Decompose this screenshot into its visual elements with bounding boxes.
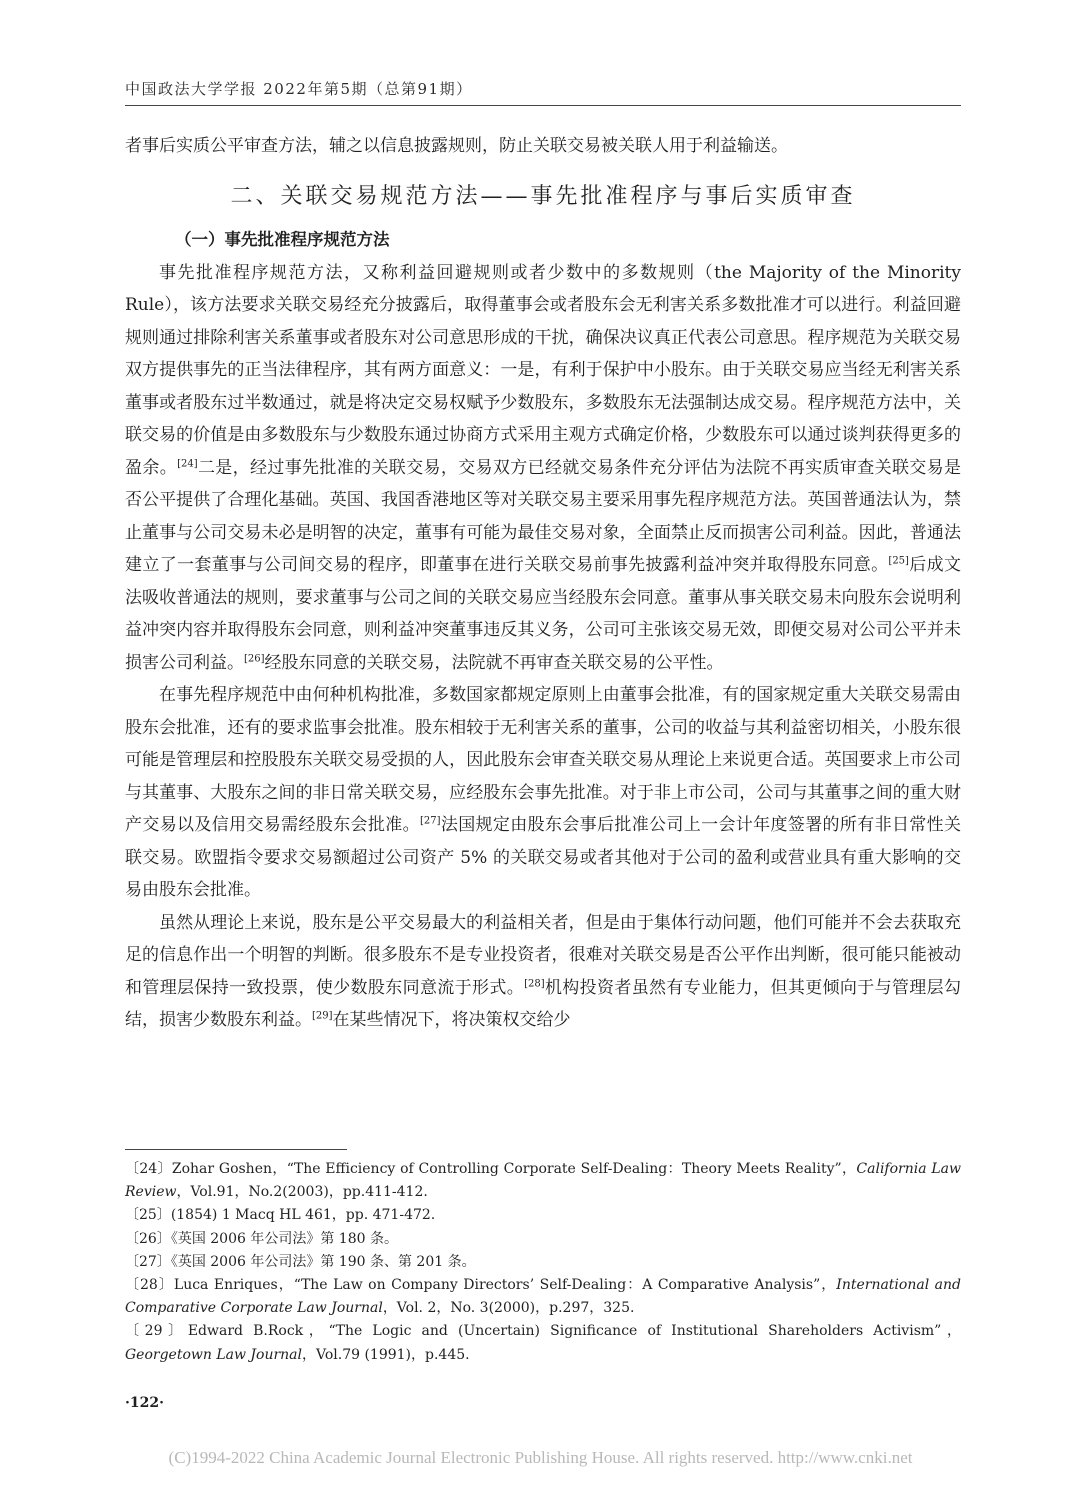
paragraph-text: 二是，经过事先批准的关联交易，交易双方已经就交易条件充分评估为法院不再实质审查关联交易是否公平提供了合理化基础。英国、我国香港地区等对关联交易主要采用事先程序规范方法。英国普通法认为，禁止董事与公司交易未必是明智的决定，董事有可能为最佳交易对象，全面禁止反而损害公司利益。因此，普通法建立了一套董事与公司间交易的程序，即董事在进行关联交易前事先披露利益冲突并取得股东同意。 [125, 457, 962, 575]
paragraph-text: 事先批准程序规范方法，又称利益回避规则或者少数中的多数规则（the Majority of the Minority Rule），该方法要求关联交易经充分披露后，取得董事会或者股东会无利害关系多数批准才可以进行。利益回避规则通过排除利害关系董事或者股东对公司意思形成的干扰，确保决议真正代表公司意思。程序规范为关联交易双方提供事先的正当法律程序，其有两方面意义：一是，有利于保护中小股东。由于关联交易应当经无利害关系董事或者股东过半数通过，就是将决定交易权赋予少数股东，多数股东无法强制达成交易。程序规范方法中，关联交易的价值是由多数股东与少数股东通过协商方式采用主观方式确定价格，少数股东可以通过谈判获得更多的盈余。 [125, 262, 961, 478]
footnote-journal: International and Comparative Corporate Law Journal [125, 1277, 961, 1317]
footnote-27: 〔27〕《英国 2006 年公司法》第 190 条、第 201 条。 [125, 1253, 476, 1270]
footnote-journal: Georgetown Law Journal [125, 1346, 303, 1363]
paragraph-2 [125, 679, 961, 907]
paragraph-1 [125, 257, 961, 680]
footnote-ref-29[interactable]: [29] [312, 1010, 333, 1022]
paragraph-text: 在某些情况下，将决策权交给少 [332, 1010, 571, 1030]
footnote-25: 〔25〕(1854) 1 Macq HL 461，pp. 471-472. [125, 1207, 436, 1224]
footnote-29 [125, 1320, 961, 1366]
article-body [125, 130, 961, 1037]
paragraph-continued: 者事后实质公平审查方法，辅之以信息披露规则，防止关联交易被关联人用于利益输送。 [125, 136, 788, 156]
paragraph-text: 虽然从理论上来说，股东是公平交易最大的利益相关者，但是由于集体行动问题，他们可能并不会去获取充足的信息作出一个明智的判断。很多股东不是专业投资者，很难对关联交易是否公平作出判断，很可能只能被动和管理层保持一致投票，使少数股东同意流于形式。 [125, 912, 961, 998]
copyright-notice: (C)1994-2022 China Academic Journal Electronic Publishing House. All rights reserved. http://www.cnki.net [168, 1448, 913, 1467]
footnote-text: ，Vol.91，No.2(2003)，pp.411-412. [176, 1184, 428, 1201]
running-head: 中国政法大学学报 2022年第5期（总第91期） [125, 80, 473, 98]
header-divider [125, 105, 961, 106]
footnotes [125, 1158, 961, 1367]
paragraph-text: 机构投资者虽然有专业能力，但其更倾向于与管理层勾结，损害少数股东利益。 [125, 977, 962, 1030]
footnote-text: 〔28〕Luca Enriques，“The Law on Company Directors’ Self-Dealing：A Comparative Analysis”， [125, 1277, 837, 1294]
footnote-text: 〔24〕Zohar Goshen，“The Efficiency of Controlling Corporate Self-Dealing：Theory Meets Reality”， [125, 1161, 857, 1177]
paragraph-3 [125, 907, 961, 1037]
paragraph-text: 在事先程序规范中由何种机构批准，多数国家都规定原则上由董事会批准，有的国家规定重大关联交易需由股东会批准，还有的要求监事会批准。股东相较于无利害关系的董事，公司的收益与其利益密切相关，小股东很可能是管理层和控股股东关联交易受损的人，因此股东会审查关联交易从理论上来说更合适。英国要求上市公司与其董事、大股东之间的非日常关联交易，应经股东会事先批准。对于非上市公司，公司与其董事之间的重大财产交易以及信用交易需经股东会批准。 [125, 685, 961, 835]
footnote-ref-25[interactable]: [25] [888, 555, 909, 567]
section-title: 二、关联交易规范方法——事先批准程序与事后实质审查 [230, 183, 856, 209]
footnote-26: 〔26〕《英国 2006 年公司法》第 180 条。 [125, 1230, 398, 1247]
footnote-text: 〔29〕Edward B.Rock，“The Logic and (Uncertain) Significance of Institutional Shareholders Activism”， [125, 1323, 961, 1340]
subsection-title: （一）事先批准程序规范方法 [175, 229, 390, 249]
footnote-24 [125, 1158, 961, 1204]
footnote-journal: California Law Review [125, 1161, 962, 1201]
footnote-ref-24[interactable]: [24] [177, 457, 198, 469]
footnote-divider [125, 1149, 347, 1150]
paragraph-text: 法国规定由股东会事后批准公司上一会计年度签署的所有非日常性关联交易。欧盟指令要求交易额超过公司资产 5% 的关联交易或者其他对于公司的盈利或营业具有重大影响的交易由股东会批准。 [125, 815, 962, 900]
footnote-ref-27[interactable]: [27] [419, 815, 441, 827]
footnote-ref-26[interactable]: [26] [244, 652, 265, 664]
paragraph-text: 经股东同意的关联交易，法院就不再审查关联交易的公平性。 [264, 652, 724, 673]
page-number: ·122· [125, 1395, 164, 1411]
footnote-28 [125, 1274, 961, 1320]
footnote-text: ，Vol. 2，No. 3(2000)，p.297，325. [382, 1300, 635, 1317]
paragraph-text: 后成文法吸收普通法的规则，要求董事与公司之间的关联交易应当经股东会同意。董事从事关联交易未向股东会说明利益冲突内容并取得股东会同意，则利益冲突董事违反其义务，公司可主张该交易无效，即便交易对公司公平并未损害公司利益。 [125, 555, 962, 673]
footnote-ref-28[interactable]: [28] [524, 977, 545, 989]
footnote-text: ，Vol.79 (1991)，p.445. [302, 1346, 470, 1363]
